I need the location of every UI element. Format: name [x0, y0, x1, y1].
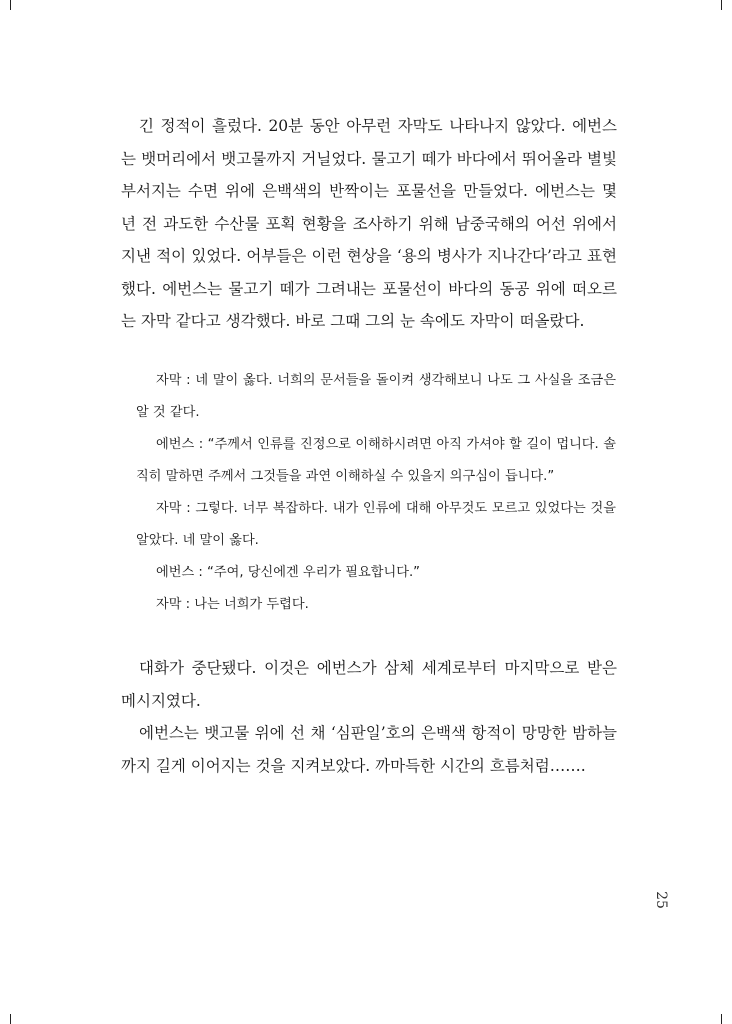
dialogue-block	[136, 365, 616, 621]
body-paragraph: 에번스는 뱃고물 위에 선 채 ‘심판일’호의 은백색 항적이 망망한 밤하늘까지 길게 이어지는 것을 지켜보았다. 까마득한 시간의 흐름처럼…….	[121, 724, 617, 775]
narrative-block-bottom	[121, 652, 617, 782]
body-paragraph: 긴 정적이 흘렀다. 20분 동안 아무런 자막도 나타나지 않았다. 에번스는 뱃머리에서 뱃고물까지 거닐었다. 물고기 떼가 바다에서 뛰어올라 별빛 부서지는 수면 위에 은백색의 반짝이는 포물선을 만들었다. 에번스는 몇 년 전 과도한 수산물 포획 현황을 조사하기 위해 남중국해의 어선 위에서 지낸 적이 있었다. 어부들은 이런 현상을 ‘용의 병사가 지나간다’라고 표현했다. 에번스는 물고기 떼가 그려내는 포물선이 바다의 동공 위에 떠오르는 자막 같다고 생각했다. 바로 그때 그의 눈 속에도 자막이 떠올랐다.	[121, 117, 617, 330]
crop-mark-top-right	[721, 0, 732, 10]
dialogue-line: 자막 : 네 말이 옳다. 너희의 문서들을 돌이켜 생각해보니 나도 그 사실을 조금은 알 것 같다.	[136, 373, 616, 420]
dialogue-line: 에번스 : “주께서 인류를 진정으로 이해하시려면 아직 가셔야 할 길이 멉니다. 솔직히 말하면 주께서 그것들을 과연 이해하실 수 있을지 의구심이 듭니다.”	[136, 437, 616, 484]
dialogue-line: 에번스 : “주여, 당신에겐 우리가 필요합니다.”	[156, 565, 421, 580]
crop-mark-bottom-left	[0, 1014, 11, 1024]
crop-mark-top-left	[0, 0, 11, 10]
dialogue-line: 자막 : 나는 너희가 두렵다.	[156, 597, 309, 612]
crop-mark-bottom-right	[721, 1014, 732, 1024]
page-number: 25	[653, 891, 669, 909]
dialogue-line: 자막 : 그렇다. 너무 복잡하다. 내가 인류에 대해 아무것도 모르고 있었다는 것을 알았다. 네 말이 옳다.	[136, 501, 616, 548]
body-paragraph: 대화가 중단됐다. 이것은 에번스가 삼체 세계로부터 마지막으로 받은 메시지였다.	[121, 659, 617, 710]
narrative-block-top	[121, 110, 617, 338]
